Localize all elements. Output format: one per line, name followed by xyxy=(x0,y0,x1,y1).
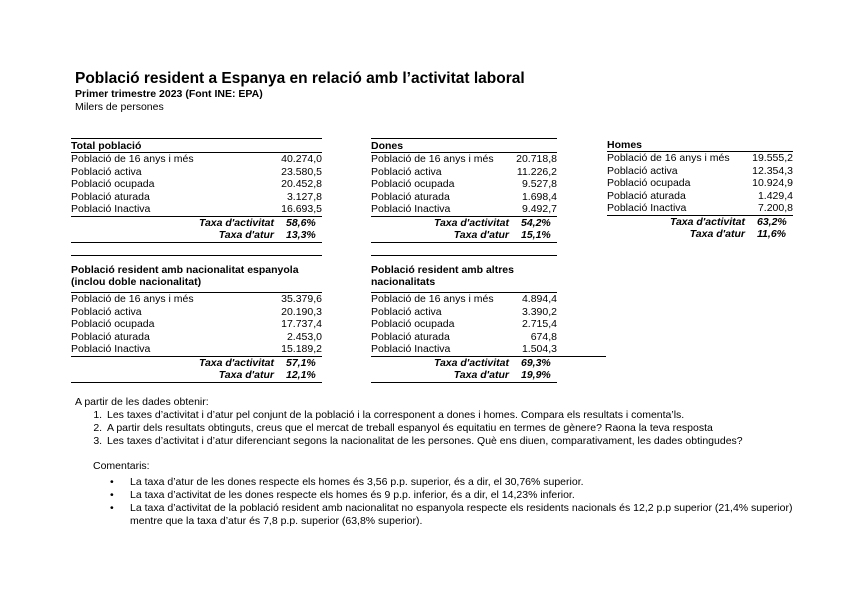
rate-label: Taxa d'activitat xyxy=(433,216,509,229)
comment-item: • La taxa d’activitat de les dones respecte els homes és 9 p.p. inferior, és a dir, el 14,23% inferior. xyxy=(130,489,813,502)
row-value: 17.737,4 xyxy=(281,318,322,330)
row-label: Població Inactiva xyxy=(71,343,151,355)
document-subtitle: Primer trimestre 2023 (Font INE: EPA) xyxy=(75,88,263,100)
table-row xyxy=(607,202,793,215)
row-value: 3.127,8 xyxy=(286,190,322,203)
comments-list xyxy=(93,476,813,528)
row-label: Població activa xyxy=(71,305,142,318)
table-altres xyxy=(371,255,557,383)
row-label: Població Inactiva xyxy=(371,343,451,355)
rates-block xyxy=(371,216,557,242)
rate-row xyxy=(607,228,793,241)
row-label: Població Inactiva xyxy=(607,202,687,214)
rate-row xyxy=(371,357,557,370)
comment-item: • La taxa d’atur de les dones respecte els homes és 3,56 p.p. superior, és a dir, el 30,76% superior. xyxy=(130,476,813,489)
document-title: Població resident a Espanya en relació amb l’activitat laboral xyxy=(75,70,525,87)
table-row xyxy=(371,306,557,319)
table-total xyxy=(71,138,322,243)
questions-section xyxy=(75,396,815,448)
rates-block xyxy=(607,215,793,241)
row-value: 23.580,5 xyxy=(281,165,322,178)
rate-label: Taxa d'activitat xyxy=(433,356,509,369)
table-rows xyxy=(371,152,557,216)
rates-block xyxy=(71,216,322,242)
table-bottom-rule xyxy=(71,242,322,243)
rate-label: Taxa d'atur xyxy=(453,229,509,241)
rates-block xyxy=(71,356,322,382)
row-value: 16.693,5 xyxy=(281,203,322,215)
rate-value: 54,2% xyxy=(521,216,551,229)
rate-value: 11,6% xyxy=(757,228,786,240)
question-item: 1. Les taxes d’activitat i d’atur pel conjunt de la població i la corresponent a dones i homes. Compara els resultats i comenta’ls. xyxy=(105,409,815,422)
row-value: 20.718,8 xyxy=(516,153,557,165)
rate-label: Taxa d'activitat xyxy=(669,215,745,228)
row-label: Població aturada xyxy=(371,330,450,343)
rate-row xyxy=(371,217,557,230)
table-dones xyxy=(371,138,557,243)
table-row xyxy=(371,343,557,356)
rate-value: 63,2% xyxy=(757,215,787,228)
table-row xyxy=(371,331,557,344)
table-bottom-rule xyxy=(71,382,322,383)
table-heading-line1: Població resident amb nacionalitat espanyola xyxy=(71,264,299,276)
table-row xyxy=(371,318,557,331)
rate-label: Taxa d'atur xyxy=(453,369,509,381)
table-row xyxy=(71,306,322,319)
table-rows xyxy=(71,292,322,356)
table-heading: Total població xyxy=(71,138,322,152)
table-heading xyxy=(71,255,322,292)
table-row xyxy=(71,318,322,331)
row-value: 10.924,9 xyxy=(752,177,793,189)
row-label: Població de 16 anys i més xyxy=(371,153,494,165)
row-label: Població activa xyxy=(607,164,678,177)
rate-value: 12,1% xyxy=(286,369,316,381)
table-rows xyxy=(71,152,322,216)
rate-value: 19,9% xyxy=(521,369,551,381)
rate-label: Taxa d'atur xyxy=(218,229,274,241)
rate-value: 69,3% xyxy=(521,356,551,369)
row-label: Població activa xyxy=(71,165,142,178)
questions-list xyxy=(75,409,815,448)
rate-label: Taxa d'activitat xyxy=(198,356,274,369)
table-row xyxy=(71,166,322,179)
table-row xyxy=(371,293,557,306)
row-label: Població aturada xyxy=(71,190,150,203)
row-value: 1.504,3 xyxy=(521,343,557,355)
table-row xyxy=(371,178,557,191)
rate-value: 15,1% xyxy=(521,229,551,241)
rate-value: 57,1% xyxy=(286,356,316,369)
table-heading-line1: Població resident amb altres xyxy=(371,264,514,276)
row-value: 20.190,3 xyxy=(281,305,322,318)
table-row xyxy=(71,293,322,306)
table-row xyxy=(607,165,793,178)
table-row xyxy=(71,203,322,216)
table-bottom-rule xyxy=(371,382,557,383)
question-item: 2. A partir dels resultats obtinguts, creus que el mercat de treball espanyol és equitatiu en termes de gènere? Raona la teva resposta xyxy=(105,422,815,435)
row-label: Població de 16 anys i més xyxy=(371,293,494,305)
units-note: Milers de persones xyxy=(75,101,164,113)
table-bottom-rule xyxy=(371,242,557,243)
row-value: 9.492,7 xyxy=(521,203,557,215)
rates-block xyxy=(371,356,606,382)
row-value: 7.200,8 xyxy=(757,202,793,214)
row-label: Població de 16 anys i més xyxy=(71,153,194,165)
comment-item: • La taxa d’activitat de la població resident amb nacionalitat no espanyola respecte els residents nacionals és 12,2 p.p superior (21,4% superior) mentre que la taxa d’atur és 7,8 p.p. superior (63,8% superior). xyxy=(130,502,813,528)
table-row xyxy=(371,153,557,166)
table-heading-line2: (inclou doble nacionalitat) xyxy=(71,276,202,288)
table-row xyxy=(71,178,322,191)
row-value: 40.274,0 xyxy=(281,153,322,165)
rate-row xyxy=(71,229,322,242)
table-heading: Dones xyxy=(371,138,557,152)
row-label: Població ocupada xyxy=(371,318,455,330)
table-heading xyxy=(371,255,557,292)
row-value: 2.715,4 xyxy=(521,318,557,330)
comments-section xyxy=(93,460,813,528)
questions-intro: A partir de les dades obtenir: xyxy=(75,396,209,408)
table-heading: Homes xyxy=(607,139,643,151)
row-label: Població de 16 anys i més xyxy=(71,293,194,305)
table-row xyxy=(371,166,557,179)
row-value: 9.527,8 xyxy=(521,178,557,190)
row-label: Població Inactiva xyxy=(371,203,451,215)
row-value: 20.452,8 xyxy=(281,178,322,190)
table-row xyxy=(371,203,557,216)
table-homes xyxy=(607,138,793,241)
rate-label: Taxa d'atur xyxy=(218,369,274,381)
table-row xyxy=(607,152,793,165)
rate-row xyxy=(607,216,793,229)
table-row xyxy=(71,191,322,204)
row-value: 11.226,2 xyxy=(516,165,557,178)
row-label: Població ocupada xyxy=(607,177,691,189)
rate-row xyxy=(71,357,322,370)
row-value: 1.429,4 xyxy=(757,189,793,202)
row-label: Població aturada xyxy=(371,190,450,203)
row-value: 12.354,3 xyxy=(752,164,793,177)
row-value: 674,8 xyxy=(530,330,557,343)
rate-label: Taxa d'activitat xyxy=(198,216,274,229)
rate-row xyxy=(371,229,557,242)
rate-value: 13,3% xyxy=(286,229,316,241)
row-value: 15.189,2 xyxy=(281,343,322,355)
row-label: Població ocupada xyxy=(71,318,155,330)
table-row xyxy=(607,190,793,203)
question-item: 3. Les taxes d’activitat i d’atur diferenciant segons la nacionalitat de les persones. Què ens diuen, comparativament, les dades obtingudes? xyxy=(105,435,815,448)
row-label: Població Inactiva xyxy=(71,203,151,215)
row-label: Població activa xyxy=(371,165,442,178)
table-rows xyxy=(607,151,793,215)
row-value: 19.555,2 xyxy=(752,152,793,164)
row-label: Població aturada xyxy=(71,330,150,343)
comments-intro: Comentaris: xyxy=(93,460,150,472)
row-label: Població aturada xyxy=(607,189,686,202)
row-label: Població ocupada xyxy=(371,178,455,190)
rate-row xyxy=(71,369,322,382)
row-value: 2.453,0 xyxy=(286,330,322,343)
row-value: 1.698,4 xyxy=(521,190,557,203)
row-value: 35.379,6 xyxy=(281,293,322,305)
rate-row xyxy=(71,217,322,230)
row-value: 3.390,2 xyxy=(521,305,557,318)
table-row xyxy=(607,177,793,190)
row-label: Població de 16 anys i més xyxy=(607,152,730,164)
table-rows xyxy=(371,292,557,356)
rate-value: 58,6% xyxy=(286,216,316,229)
row-value: 4.894,4 xyxy=(521,293,557,305)
table-row xyxy=(71,153,322,166)
table-row xyxy=(71,331,322,344)
table-row xyxy=(371,191,557,204)
rate-row xyxy=(371,369,557,382)
row-label: Població ocupada xyxy=(71,178,155,190)
row-label: Població activa xyxy=(371,305,442,318)
table-row xyxy=(71,343,322,356)
rate-label: Taxa d'atur xyxy=(689,228,745,240)
table-heading-line2: nacionalitats xyxy=(371,276,436,288)
table-espanyola xyxy=(71,255,322,383)
